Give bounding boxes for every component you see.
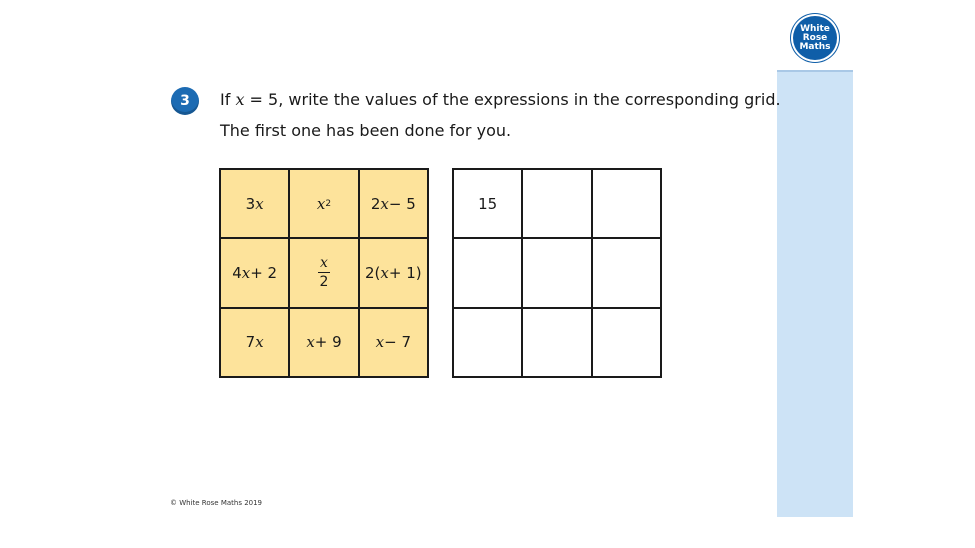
expression-rest: + 9 (314, 333, 342, 352)
expression-variable: x (306, 333, 315, 352)
question-variable: x (235, 90, 245, 109)
expression-cell (359, 308, 428, 377)
question-line-2: The first one has been done for you. (220, 121, 512, 140)
answer-value: 15 (478, 194, 498, 213)
expression-cell (359, 169, 428, 238)
white-rose-maths-logo (793, 16, 837, 60)
answers-grid (452, 168, 662, 378)
expression-rest: + 2 (250, 263, 278, 282)
expression-variable: x (375, 333, 385, 352)
logo-line-3: Maths (799, 41, 831, 52)
logo-line-1: White (800, 23, 830, 34)
answer-cell[interactable] (453, 238, 522, 307)
expression-coefficient: 7 (245, 333, 256, 352)
expression-rest: − 5 (388, 194, 416, 213)
question-line-1-suffix: = 5, write the values of the expressions in the corresponding grid. (244, 90, 781, 109)
expression-cell (289, 169, 358, 238)
logo-panel (777, 0, 853, 72)
fraction-numerator: x (320, 255, 328, 272)
question-line-1-prefix: If (220, 90, 236, 109)
expression-variable: x (316, 194, 326, 213)
expression-cell (220, 238, 289, 307)
answer-cell[interactable] (453, 308, 522, 377)
answer-cell[interactable] (592, 308, 661, 377)
expression-variable: x (241, 263, 251, 282)
expression-cell (359, 238, 428, 307)
answer-cell[interactable] (592, 169, 661, 238)
expression-cell (289, 238, 358, 307)
answer-cell[interactable] (522, 308, 591, 377)
copyright-text: © White Rose Maths 2019 (170, 499, 263, 507)
expression-coefficient: 3 (245, 194, 256, 213)
expression-variable: x (255, 333, 264, 352)
expression-coefficient: 2 (370, 194, 381, 213)
right-sidebar (777, 0, 853, 517)
expression-variable: x (380, 194, 389, 213)
answer-cell[interactable] (522, 169, 591, 238)
expression-coefficient: 4 (232, 263, 242, 282)
expression-coefficient: 2( (365, 263, 381, 282)
fraction-denominator: 2 (319, 274, 329, 291)
question-number-badge: 3 (171, 87, 199, 115)
answer-cell[interactable] (522, 238, 591, 307)
answer-cell[interactable] (592, 238, 661, 307)
question-line-1 (220, 90, 781, 109)
answer-cell[interactable] (453, 169, 522, 238)
expressions-grid (219, 168, 429, 378)
expression-rest: − 7 (384, 333, 411, 352)
expression-variable: x (380, 263, 389, 282)
expression-rest: + 1) (388, 263, 422, 282)
expression-cell (220, 169, 289, 238)
fraction-bar (318, 272, 330, 273)
expression-exponent: 2 (325, 198, 332, 209)
expression-variable: x (255, 194, 264, 213)
expression-cell (220, 308, 289, 377)
logo-line-2: Rose (802, 32, 828, 43)
expression-cell (289, 308, 358, 377)
